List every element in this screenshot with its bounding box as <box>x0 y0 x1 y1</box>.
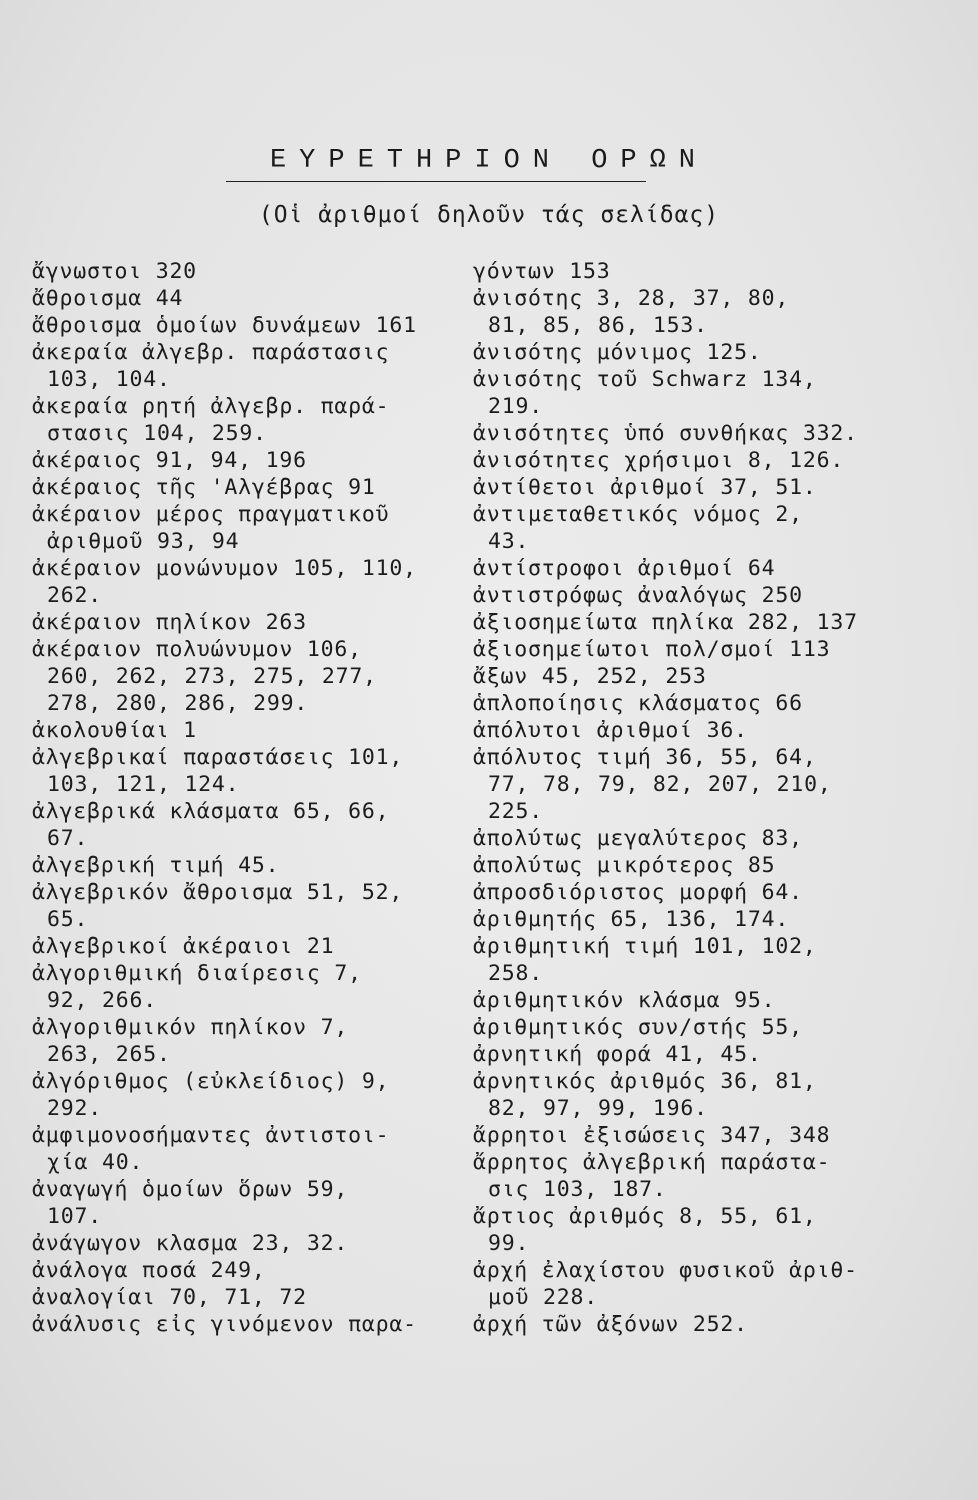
index-entry: ἀριθμητής 65, 136, 174. <box>473 907 790 932</box>
index-entry-continuation: 263, 265. <box>47 1042 171 1067</box>
index-entry: ἀρνητική φορά 41, 45. <box>473 1042 762 1067</box>
index-entry: ἀλγεβρικά κλάσματα 65, 66, <box>32 799 390 824</box>
index-entry: ἀπολύτως μεγαλύτερος 83, <box>473 826 803 851</box>
index-entry: ἀναγωγή ὁμοίων ὅρων 59, <box>32 1177 349 1202</box>
index-entry-continuation: 81, 85, 86, 153. <box>488 313 708 338</box>
index-entry: ἀνισότης τοῦ Schwarz 134, <box>473 367 817 392</box>
index-entry-continuation: στασις 104, 259. <box>47 421 267 446</box>
index-entry-continuation: 92, 266. <box>47 988 157 1013</box>
index-entry: ἄθροισμα 44 <box>32 286 184 311</box>
index-entry-continuation: χία 40. <box>47 1150 144 1175</box>
index-entry: ἀνάλογα ποσά 249, <box>32 1258 266 1283</box>
index-entry: ἀπροσδιόριστος μορφή 64. <box>473 880 803 905</box>
index-entry: ἀριθμητικός συν/στής 55, <box>473 1015 803 1040</box>
index-entry: ἀκέραιον πηλίκον 263 <box>32 610 307 635</box>
index-entry: ἀρνητικός ἀριθμός 36, 81, <box>473 1069 817 1094</box>
index-entry: ἀκέραιος τῆς 'Αλγέβρας 91 <box>32 475 376 500</box>
index-entry-continuation: 292. <box>47 1096 102 1121</box>
index-entry: ἀλγεβρικόν ἄθροισμα 51, 52, <box>32 880 404 905</box>
index-entry: ἀνισότης 3, 28, 37, 80, <box>473 286 790 311</box>
index-entry-continuation: 99. <box>488 1231 530 1256</box>
index-entry: ἄρρητοι ἐξισώσεις 347, 348 <box>473 1123 831 1148</box>
index-entry-continuation: 262. <box>47 583 102 608</box>
index-entry-continuation: σις 103, 187. <box>488 1177 667 1202</box>
index-entry-continuation: 107. <box>47 1204 102 1229</box>
index-entry: ἀπόλυτοι ἀριθμοί 36. <box>473 718 748 743</box>
index-entry: ἀρχή ἐλαχίστου φυσικοῦ ἀριθ- <box>473 1258 858 1283</box>
index-entry: ἄγνωστοι 320 <box>32 259 197 284</box>
index-entry: ἀλγεβρικοί ἀκέραιοι 21 <box>32 934 335 959</box>
index-entry: ἀκεραία ἀλγεβρ. παράστασις <box>32 340 390 365</box>
index-entry: ἀκολουθίαι 1 <box>32 718 197 743</box>
index-entry: ἀντιμεταθετικός νόμος 2, <box>473 502 803 527</box>
index-entry: γόντων 153 <box>473 259 611 284</box>
index-entry-continuation: 225. <box>488 799 543 824</box>
index-entry: ἄρρητος ἀλγεβρική παράστα- <box>473 1150 831 1175</box>
index-entry: ἀκέραιον μέρος πραγματικοῦ <box>32 502 390 527</box>
index-entry-continuation: 77, 78, 79, 82, 207, 210, <box>488 772 832 797</box>
index-entry: ἀλγοριθμική διαίρεσις 7, <box>32 961 362 986</box>
index-entry: ἀκέραιον πολυώνυμον 106, <box>32 637 362 662</box>
index-entry-continuation: 82, 97, 99, 196. <box>488 1096 708 1121</box>
index-entry: ἀντιστρόφως ἀναλόγως 250 <box>473 583 803 608</box>
index-entry: ἀνισότητες χρήσιμοι 8, 126. <box>473 448 845 473</box>
index-entry-continuation: 67. <box>47 826 89 851</box>
index-entry: ἀρχή τῶν ἀξόνων 252. <box>473 1312 748 1337</box>
index-entry-continuation: 219. <box>488 394 543 419</box>
index-entry: ἀπόλυτος τιμή 36, 55, 64, <box>473 745 817 770</box>
page-subtitle: (Οἱ ἀριθμοί δηλοῦν τάς σελίδας) <box>258 202 720 228</box>
index-entry: ἀπολύτως μικρότερος 85 <box>473 853 776 878</box>
index-entry: ἀκέραιος 91, 94, 196 <box>32 448 307 473</box>
index-entry: ἀριθμητική τιμή 101, 102, <box>473 934 817 959</box>
index-entry: ἀντίθετοι ἀριθμοί 37, 51. <box>473 475 817 500</box>
title-underline <box>226 181 646 182</box>
index-entry: ἀκεραία ρητή ἀλγεβρ. παρά- <box>32 394 390 419</box>
index-entry: ἀξιοσημείωτα πηλίκα 282, 137 <box>473 610 858 635</box>
index-entry: ἀνισότητες ὑπό συνθήκας 332. <box>473 421 858 446</box>
index-entry-continuation: 278, 280, 286, 299. <box>47 691 309 716</box>
index-entry: ἀκέραιον μονώνυμον 105, 110, <box>32 556 417 581</box>
index-entry: ἀλγοριθμικόν πηλίκον 7, <box>32 1015 349 1040</box>
index-entry-continuation: 65. <box>47 907 89 932</box>
index-entry-continuation: 260, 262, 273, 275, 277, <box>47 664 377 689</box>
index-entry-continuation: μοῦ 228. <box>488 1285 598 1310</box>
index-entry: ἀνάγωγον κλασμα 23, 32. <box>32 1231 349 1256</box>
index-entry-continuation: 103, 104. <box>47 367 171 392</box>
index-entry: ἀλγόριθμος (εὐκλείδιος) 9, <box>32 1069 390 1094</box>
index-entry: ἀνισότης μόνιμος 125. <box>473 340 762 365</box>
index-entry: ἀλγεβρική τιμή 45. <box>32 853 280 878</box>
index-entry: ἄρτιος ἀριθμός 8, 55, 61, <box>473 1204 817 1229</box>
index-entry-continuation: ἀριθμοῦ 93, 94 <box>47 529 240 554</box>
index-entry: ἀριθμητικόν κλάσμα 95. <box>473 988 776 1013</box>
index-entry: ἀλγεβρικαί παραστάσεις 101, <box>32 745 404 770</box>
index-entry: ἀμφιμονοσήμαντες ἀντιστοι- <box>32 1123 390 1148</box>
index-column-left <box>32 258 452 1338</box>
index-entry-continuation: 258. <box>488 961 543 986</box>
index-entry: ἀναλογίαι 70, 71, 72 <box>32 1285 307 1310</box>
index-entry: ἀντίστροφοι ἀριθμοί 64 <box>473 556 776 581</box>
index-entry: ἁπλοποίησις κλάσματος 66 <box>473 691 803 716</box>
index-column-right <box>473 258 943 1338</box>
index-entry: ἄξων 45, 252, 253 <box>473 664 707 689</box>
index-entry: ἀνάλυσις εἰς γινόμενον παρα- <box>32 1312 417 1337</box>
index-entry-continuation: 43. <box>488 529 530 554</box>
index-entry: ἀξιοσημείωτοι πολ/σμοί 113 <box>473 637 831 662</box>
index-entry-continuation: 103, 121, 124. <box>47 772 240 797</box>
page-title: ΕΥΡΕΤΗΡΙΟΝ ΟΡΩΝ <box>269 146 709 176</box>
index-entry: ἄθροισμα ὁμοίων δυνάμεων 161 <box>32 313 417 338</box>
